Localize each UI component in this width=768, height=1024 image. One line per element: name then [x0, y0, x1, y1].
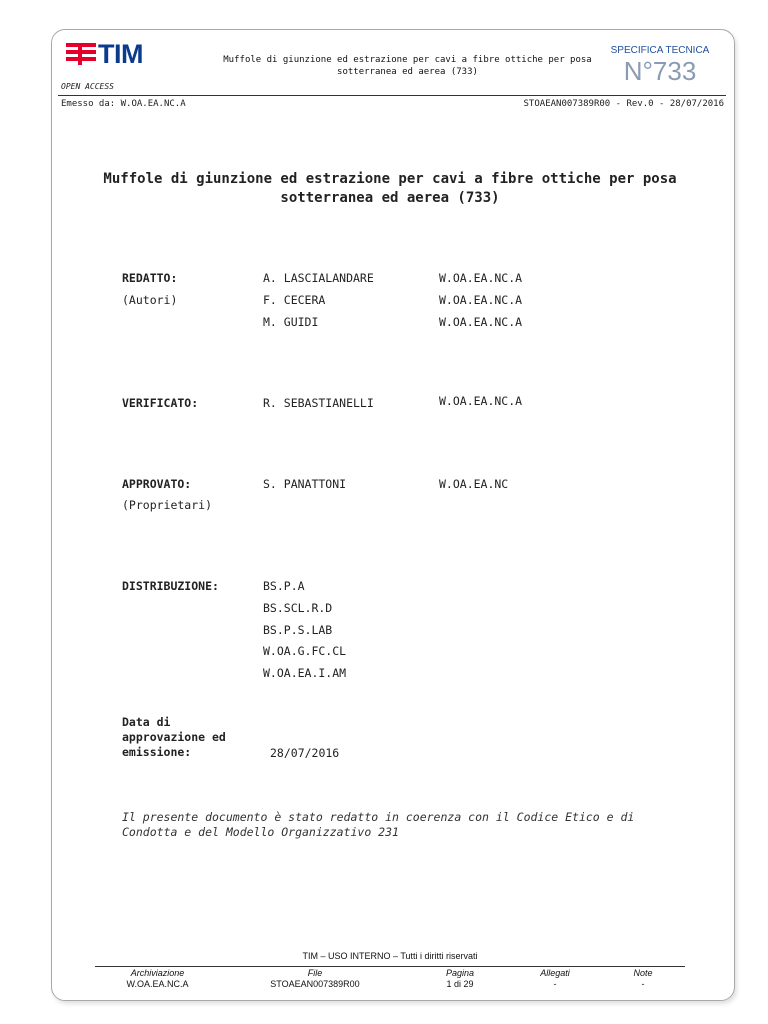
- issued-by: Emesso da: W.OA.EA.NC.A: [61, 99, 186, 109]
- doc-reference: STOAEAN007389R00 - Rev.0 - 28/07/2016: [523, 99, 724, 109]
- footer-col-value: W.OA.EA.NC.A: [126, 979, 189, 989]
- distribution-item: BS.P.A: [263, 579, 305, 593]
- approver-name: S. PANATTONI: [263, 477, 347, 491]
- approver-unit: W.OA.EA.NC: [439, 477, 509, 491]
- verifier-name: R. SEBASTIANELLI: [263, 396, 374, 410]
- footer-col-value: -: [553, 979, 557, 989]
- footer-col-header: Archiviazione: [130, 968, 185, 978]
- header-divider: [58, 95, 726, 96]
- distribution-item: W.OA.G.FC.CL: [263, 644, 347, 658]
- author-name: A. LASCIALANDARE: [263, 271, 374, 285]
- author-unit: W.OA.EA.NC.A: [439, 271, 523, 285]
- author-unit: W.OA.EA.NC.A: [439, 315, 523, 329]
- footer-col-note: [608, 968, 678, 990]
- footer-divider: [95, 966, 685, 967]
- redatto-sub: (Autori): [122, 293, 178, 307]
- footer-col-value: STOAEAN007389R00: [270, 979, 360, 989]
- access-label: OPEN ACCESS: [61, 82, 114, 91]
- footer-col-value: 1 di 29: [446, 979, 474, 989]
- page-title: Muffole di giunzione ed estrazione per cavi a fibre ottiche per posa sotterranea ed aerea (733): [103, 171, 677, 206]
- distribution-item: BS.P.S.LAB: [263, 623, 333, 637]
- approvato-label: APPROVATO:: [122, 477, 192, 491]
- spec-label: SPECIFICA TECNICA: [610, 45, 710, 56]
- footer-col-header: Pagina: [445, 968, 475, 978]
- footer-col-allegati: [520, 968, 590, 990]
- footer-copyright: TIM – USO INTERNO – Tutti i diritti riservati: [302, 951, 478, 961]
- verificato-label: VERIFICATO:: [122, 396, 199, 410]
- ethics-statement: Il presente documento è stato redatto in coerenza con il Codice Etico e di Condotta e del Modello Organizzativo 231: [122, 810, 635, 839]
- distribution-item: BS.SCL.R.D: [263, 601, 333, 615]
- approvato-sub: (Proprietari): [122, 498, 213, 512]
- header-doc-title: Muffole di giunzione ed estrazione per cavi a fibre ottiche per posa sotterranea ed aerea (733): [223, 55, 592, 77]
- author-unit: W.OA.EA.NC.A: [439, 293, 523, 307]
- author-name: F. CECERA: [263, 293, 326, 307]
- footer-col-header: File: [307, 968, 323, 978]
- tim-logo: [66, 40, 150, 68]
- logo-text: TIM: [98, 39, 143, 69]
- spec-number: N°733: [623, 56, 697, 86]
- footer-col-file: [255, 968, 375, 990]
- redatto-label: REDATTO:: [122, 271, 178, 285]
- distribuzione-label: DISTRIBUZIONE:: [122, 579, 219, 593]
- author-name: M. GUIDI: [263, 315, 319, 329]
- footer-col-header: Note: [633, 968, 653, 978]
- footer-col-value: -: [641, 979, 645, 989]
- footer-col-header: Allegati: [540, 968, 570, 978]
- tim-logo-icon: [66, 43, 96, 65]
- approval-date-label: emissione:: [122, 745, 192, 759]
- approval-date-label: approvazione ed: [122, 730, 226, 744]
- footer-col-archiviazione: [105, 968, 210, 990]
- approval-date-value: 28/07/2016: [270, 746, 340, 760]
- distribution-item: W.OA.EA.I.AM: [263, 666, 347, 680]
- approval-date-label: Data di: [122, 715, 171, 729]
- verifier-unit: W.OA.EA.NC.A: [439, 394, 523, 408]
- footer-col-pagina: [425, 968, 495, 990]
